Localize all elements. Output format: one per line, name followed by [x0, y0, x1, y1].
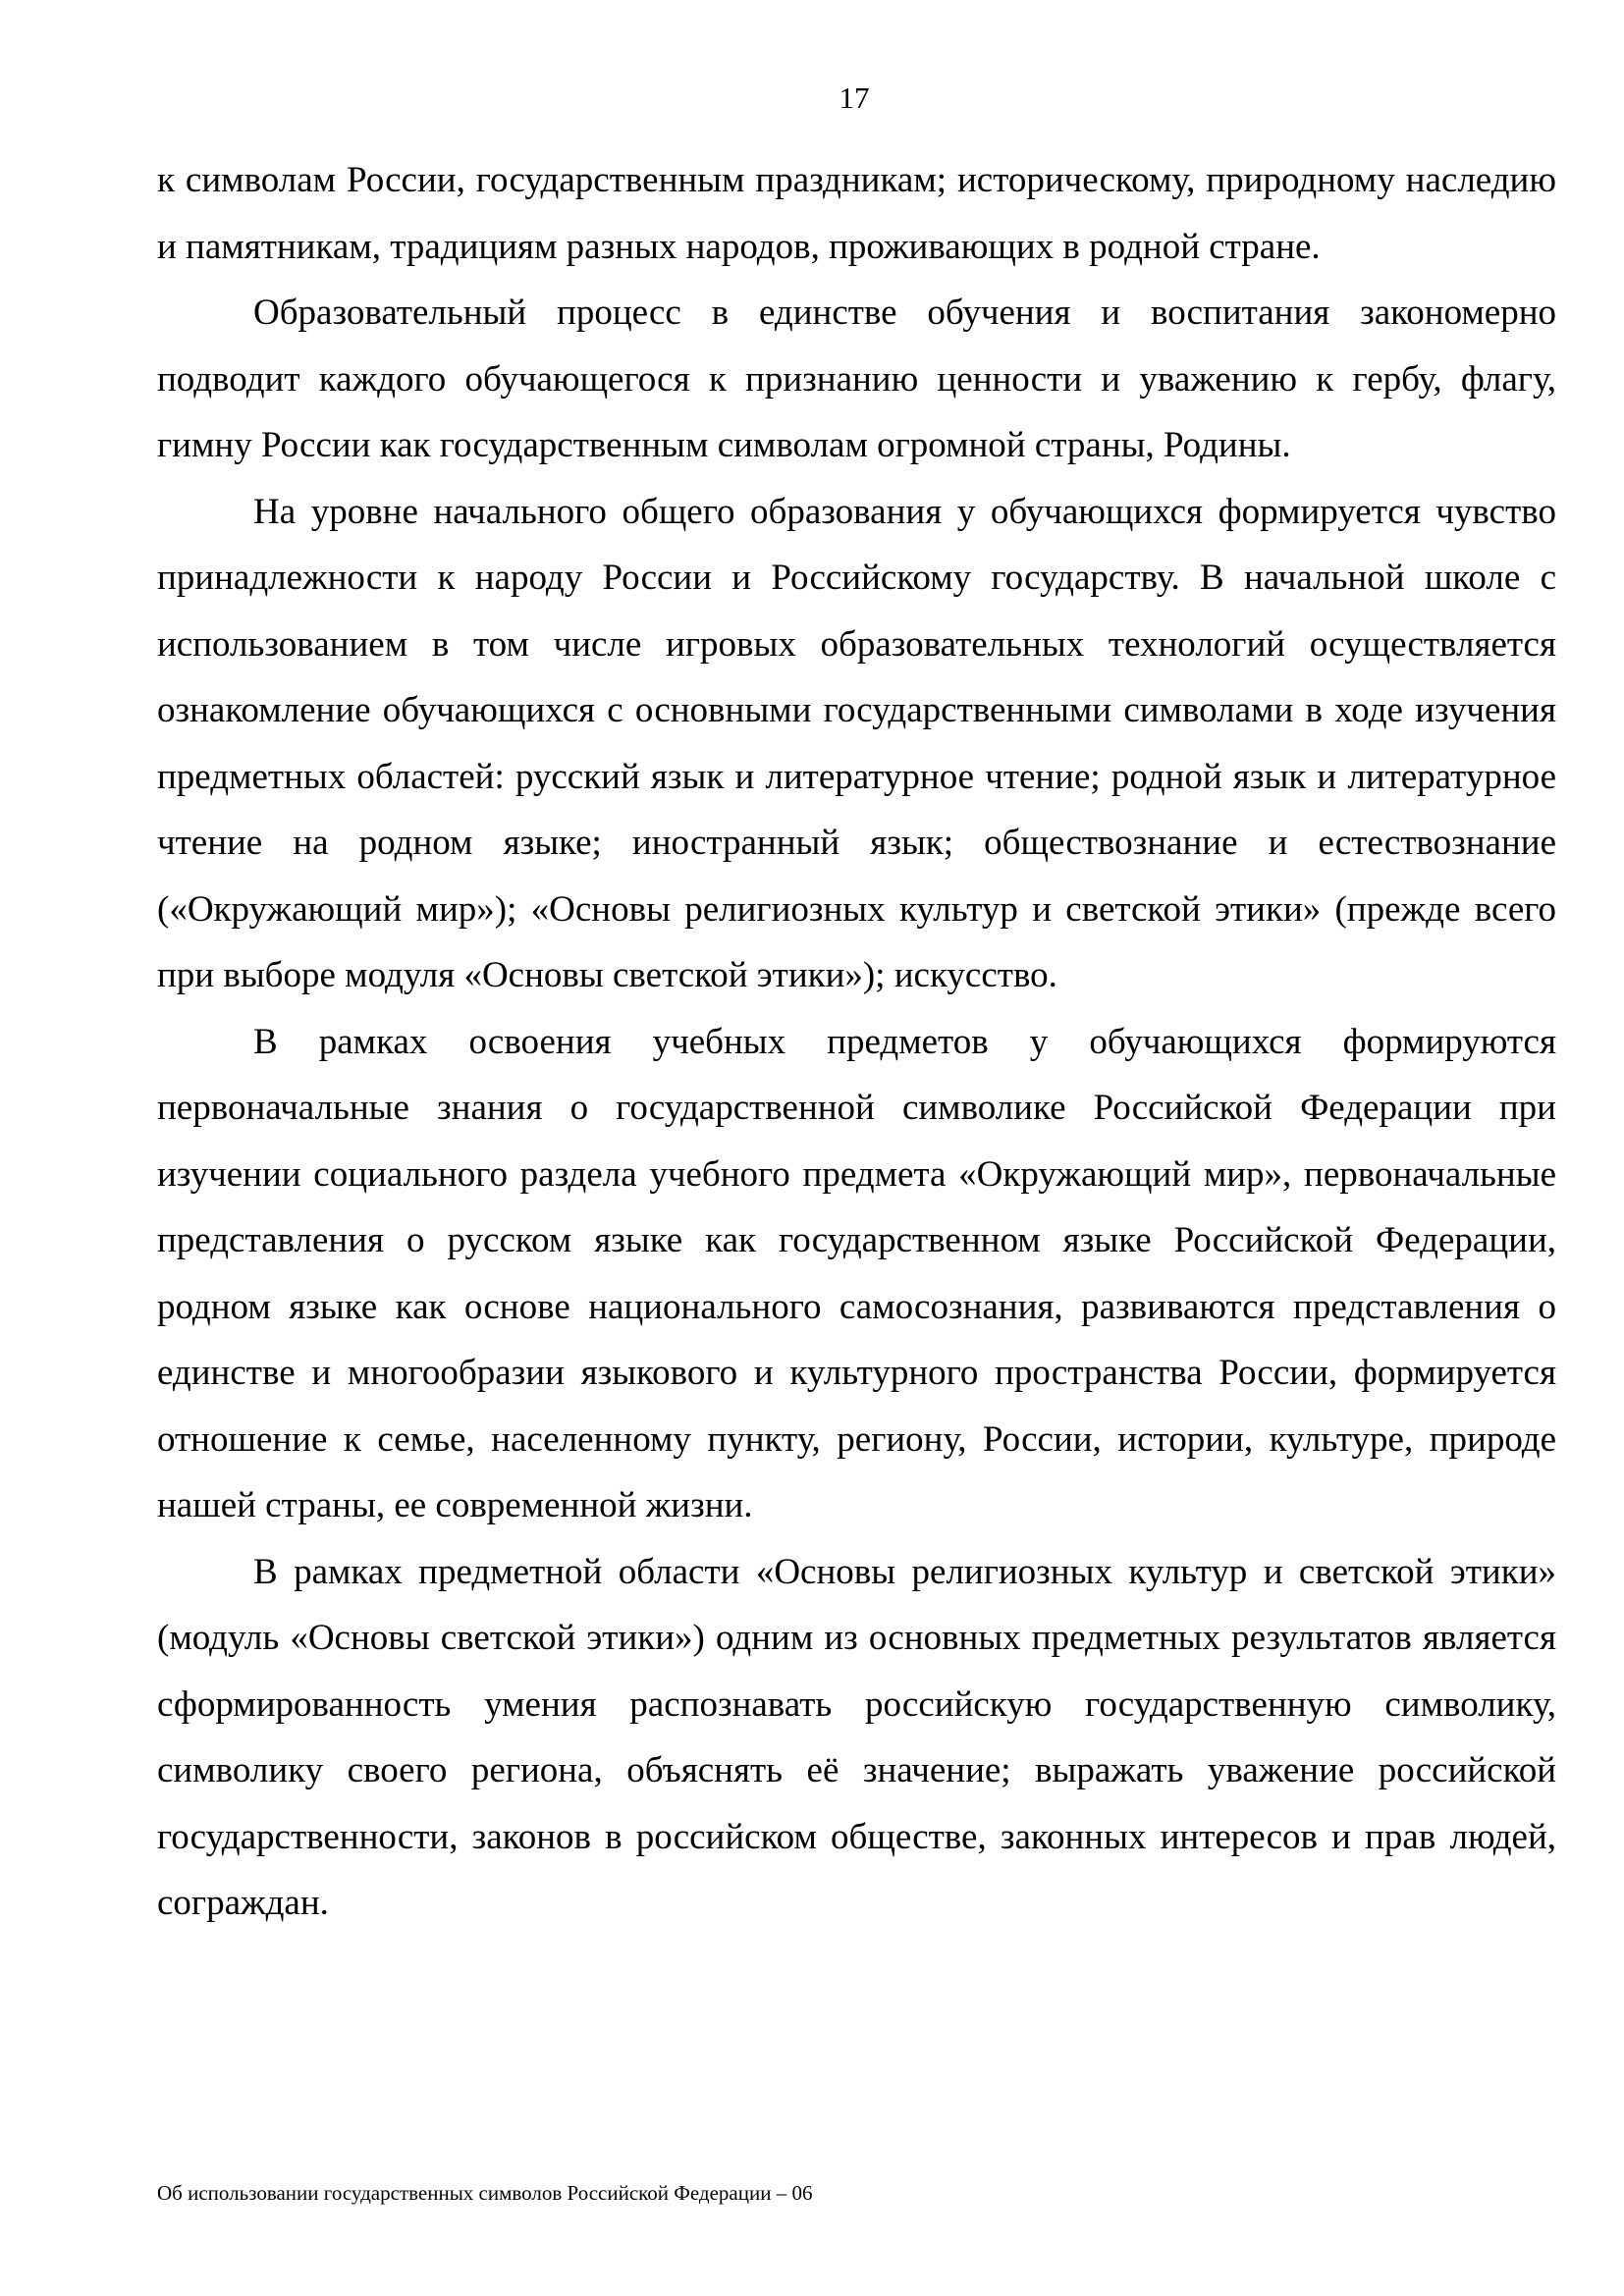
paragraph-continuation: к символам России, государственным праздникам; историческому, природному наследию и памятникам, традициям разных народов, проживающих в родной стране.: [157, 160, 1556, 267]
document-body: [157, 147, 1556, 1937]
page-number: 17: [839, 80, 870, 115]
page-footer: Об использовании государственных символов Российской Федерации – 06: [157, 2181, 813, 2205]
paragraph-educational-process: Образовательный процесс в единстве обучения и воспитания закономерно подводит каждого обучающегося к признанию ценности и уважению к гербу, флагу, гимну России как государственным символам огромной страны, Родины.: [157, 293, 1556, 465]
paragraph-religious-cultures: В рамках предметной области «Основы религиозных культур и светской этики» (модуль «Основы светской этики») одним из основных предметных результатов является сформированность умения распознавать российскую государственную символику, символику своего региона, объяснять её значение; выражать уважение российской государственности, законов в российском обществе, законных интересов и прав людей, сограждан.: [157, 1551, 1556, 1923]
paragraph-primary-education: На уровне начального общего образования у обучающихся формируется чувство принадлежности к народу России и Российскому государству. В начальной школе с использованием в том числе игровых образовательных технологий осуществляется ознакомление обучающихся с основными государственными символами в ходе изучения предметных областей: русский язык и литературное чтение; родной язык и литературное чтение на родном языке; иностранный язык; обществознание и естествознание («Окружающий мир»); «Основы религиозных культур и светской этики» (прежде всего при выборе модуля «Основы светской этики»); искусство.: [157, 491, 1556, 995]
paragraph-subject-study: В рамках освоения учебных предметов у обучающихся формируются первоначальные знания о государственной символике Российской Федерации при изучении социального раздела учебного предмета «Окружающий мир», первоначальные представления о русском языке как государственном языке Российской Федерации, родном языке как основе национального самосознания, развиваются представления о единстве и многообразии языкового и культурного пространства России, формируется отношение к семье, населенному пункту, региону, России, истории, культуре, природе нашей страны, ее современной жизни.: [157, 1021, 1556, 1525]
